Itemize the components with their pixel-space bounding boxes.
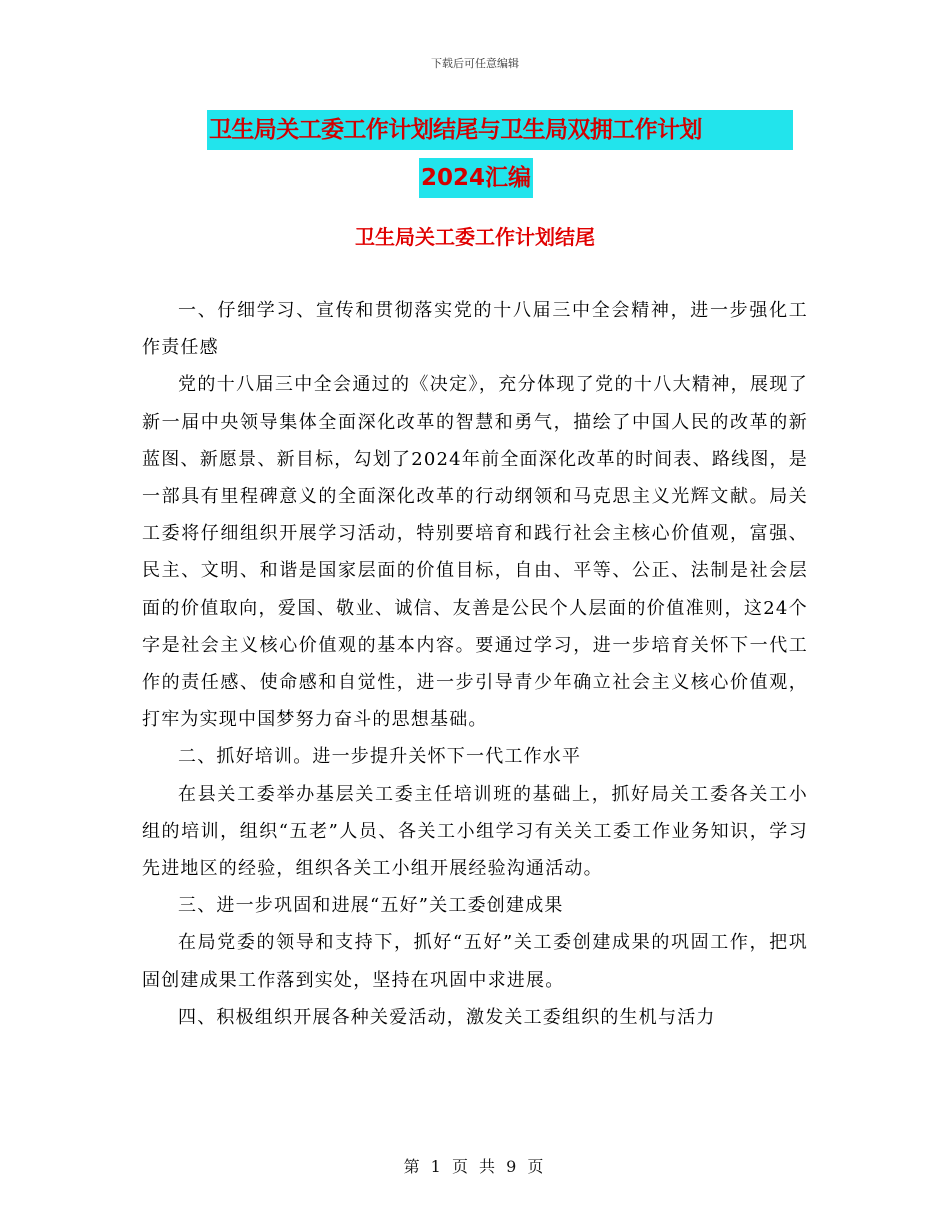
paragraph: 二、抓好培训。进一步提升关怀下一代工作水平 bbox=[178, 746, 582, 768]
paragraph: 党的十八届三中全会通过的《决定》，充分体现了党的十八大精神，展现了新一届中央领导集体全面深化改革的智慧和勇气，描绘了中国人民的改革的新蓝图、新愿景、新目标，勾划了2024年前全面深化改革的时间表、路线图，是一部具有里程碑意义的全面深化改革的行动纲领和马克思主义光辉文献。局关工委将仔细组织开展学习活动，特别要培育和践行社会主核心价值观，富强、民主、文明、和谐是国家层面的价值目标，自由、平等、公正、法制是社会层面的价值取向，爱国、敬业、诚信、友善是公民个人层面的价值准则，这24个字是社会主义核心价值观的基本内容。要通过学习，进一步培育关怀下一代工作的责任感、使命感和自觉性，进一步引导青少年确立社会主义核心价值观，打牢为实现中国梦努力奋斗的思想基础。 bbox=[142, 374, 808, 731]
paragraph: 在局党委的领导和支持下，抓好“五好”关工委创建成果的巩固工作，把巩固创建成果工作落到实处，坚持在巩固中求进展。 bbox=[142, 932, 808, 991]
title-line-2: 2024汇编 bbox=[419, 158, 533, 198]
document-body bbox=[142, 292, 808, 1036]
page-footer: 第 1 页 共 9 页 bbox=[403, 1157, 547, 1176]
page-header: 下载后可任意编辑 bbox=[431, 57, 519, 70]
section-title: 卫生局关工委工作计划结尾 bbox=[355, 225, 595, 249]
paragraph: 一、仔细学习、宣传和贯彻落实党的十八届三中全会精神，进一步强化工作责任感 bbox=[142, 300, 808, 359]
paragraph: 三、进一步巩固和进展“五好”关工委创建成果 bbox=[178, 895, 564, 917]
paragraph: 在县关工委举办基层关工委主任培训班的基础上，抓好局关工委各关工小组的培训，组织“五老”人员、各关工小组学习有关关工委工作业务知识，学习先进地区的经验，组织各关工小组开展经验沟通活动。 bbox=[142, 783, 808, 880]
title-line-1: 卫生局关工委工作计划结尾与卫生局双拥工作计划 bbox=[207, 110, 793, 150]
paragraph: 四、积极组织开展各种关爱活动，激发关工委组织的生机与活力 bbox=[178, 1006, 716, 1028]
